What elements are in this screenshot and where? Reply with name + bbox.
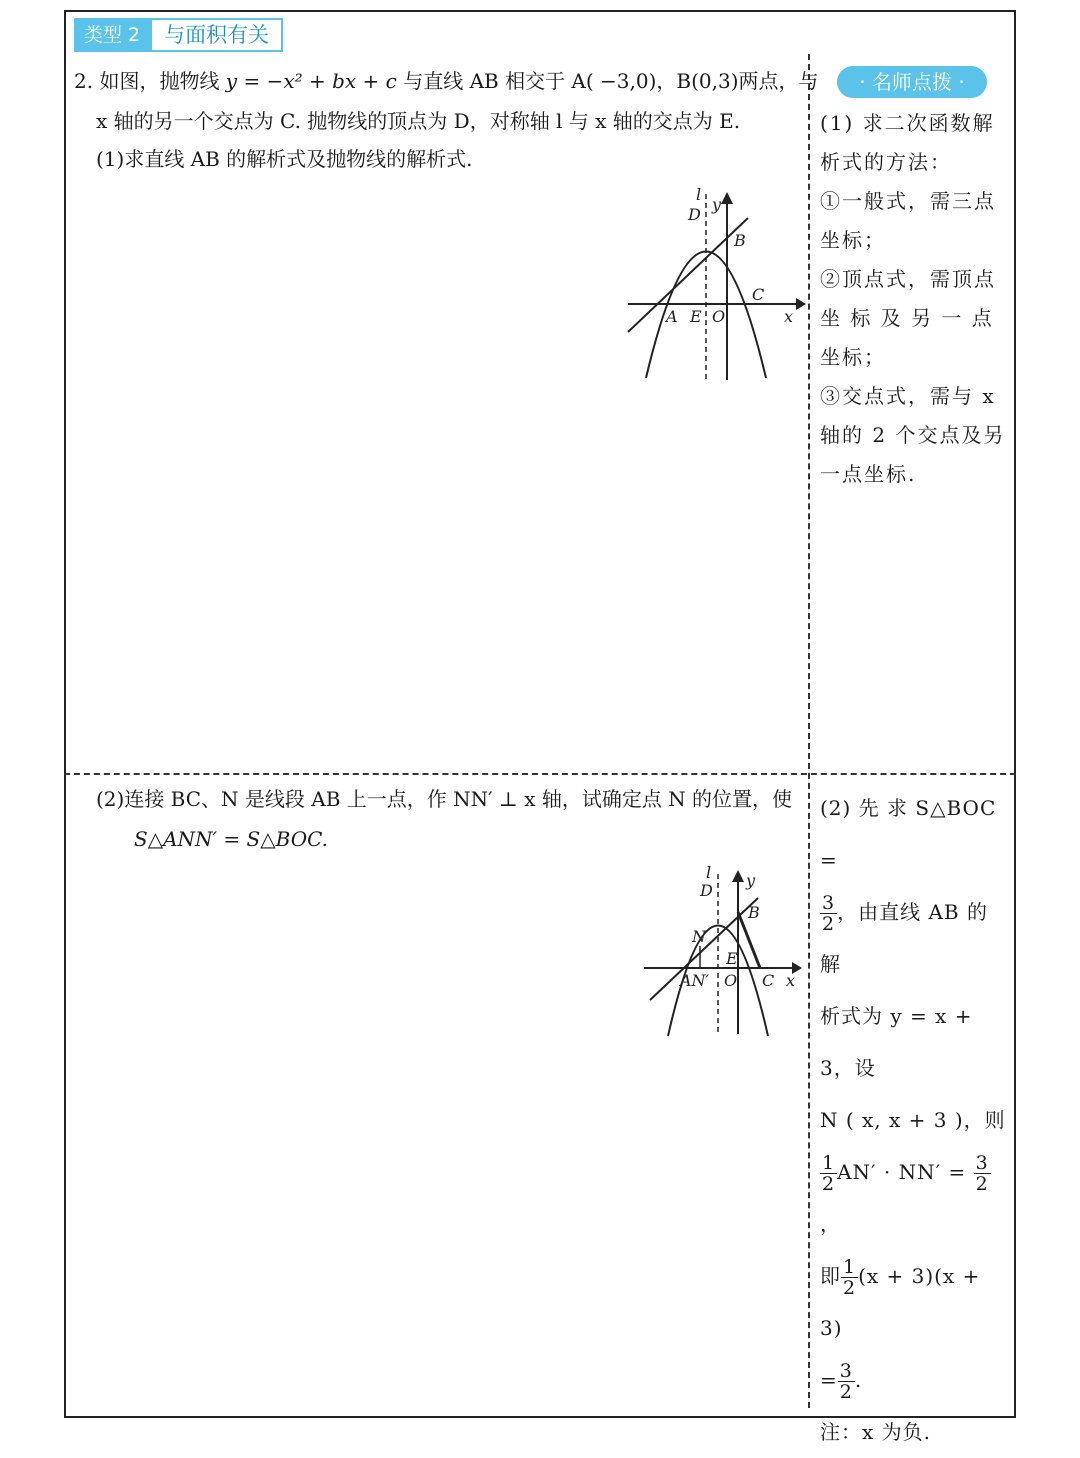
label-x: x (786, 971, 796, 990)
fraction: $\frac{3}{2}$ (822, 892, 836, 935)
label-D: D (700, 881, 713, 900)
tip-line: N ( x, x + 3 )，则 (820, 1108, 1006, 1132)
tip-line: 坐标； (820, 345, 886, 369)
label-O: O (724, 971, 738, 990)
section-divider (64, 773, 1016, 775)
label-y: y (712, 195, 722, 214)
label-l: l (706, 863, 712, 882)
tip-line: (2) 先 求 S△BOC = (820, 796, 997, 872)
tip-line: 注：x 为负. (820, 1420, 931, 1444)
tip-line: 析式为 y = x + 3，设 (820, 1004, 973, 1080)
label-B: B (734, 231, 746, 250)
tip-line: $\frac{1}{2}$ AN′ · NN′ = $\frac{3}{2}$ ， (820, 1152, 989, 1236)
problem-intro: 2. 如图，抛物线 (74, 69, 226, 93)
figure-1-graph (620, 180, 810, 385)
question-1: (1)求直线 AB 的解析式及抛物线的解析式. (96, 147, 473, 171)
tip-line: (1) 求二次函数解 (820, 111, 995, 135)
tip-line: = $\frac{3}{2}$ . (820, 1360, 863, 1403)
tip-line: 坐标； (820, 228, 886, 252)
line-AB (628, 218, 748, 332)
tip-part-2 (820, 782, 1006, 1458)
label-N: N (692, 927, 706, 946)
tip-line: ③交点式，需与 x (820, 384, 996, 408)
tip-line: $\frac{3}{2}$ ，由直线 AB 的解 (820, 892, 988, 976)
tip-line: ②顶点式，需顶点 (820, 267, 996, 291)
tip-line: 析式的方法： (820, 150, 952, 174)
type-name: 与面积有关 (150, 18, 283, 52)
label-C: C (752, 285, 765, 304)
problem-intro-rest: 与直线 AB 相交于 A( −3,0)，B(0,3)两点，与 (396, 69, 819, 93)
parabola-formula: y = −x² + bx + c (225, 69, 397, 93)
fraction: $\frac{1}{2}$ (822, 1152, 836, 1195)
x-axis-arrow (796, 298, 806, 310)
label-E: E (690, 307, 702, 326)
question-2-line-1: (2)连接 BC、N 是线段 AB 上一点，作 NN′ ⊥ x 轴，试确定点 N 的位置，使 (96, 787, 793, 811)
type-tag (74, 18, 283, 52)
problem-line-1 (74, 68, 819, 94)
figure-2-graph (638, 860, 808, 1045)
label-A: A (666, 307, 678, 326)
fraction: $\frac{3}{2}$ (975, 1152, 989, 1195)
label-C: C (762, 971, 775, 990)
fraction: $\frac{1}{2}$ (843, 1256, 857, 1299)
tip-badge: · 名师点拨 · (837, 66, 987, 98)
label-A-N: AN′ (680, 971, 710, 990)
tip-line: 坐 标 及 另 一 点 (820, 306, 994, 330)
label-y: y (746, 871, 756, 890)
problem-line-2: x 轴的另一个交点为 C. 抛物线的顶点为 D，对称轴 l 与 x 轴的交点为 E. (96, 109, 741, 133)
label-E: E (726, 949, 738, 968)
tip-part-1 (820, 104, 1006, 494)
tip-line: 即 $\frac{1}{2}$ (x + 3)(x + 3) (820, 1256, 981, 1340)
y-axis-arrow (732, 870, 744, 882)
label-B: B (748, 903, 760, 922)
label-x: x (784, 307, 794, 326)
question-2-line-2: S△ANN′ = S△BOC. (134, 827, 329, 851)
fraction: $\frac{3}{2}$ (839, 1360, 853, 1403)
label-l: l (696, 185, 702, 204)
tip-line: 一点坐标. (820, 462, 917, 486)
tip-line: 轴的 2 个交点及另 (820, 423, 1006, 447)
type-label: 类型 2 (74, 18, 150, 52)
tip-line: ①一般式，需三点 (820, 189, 996, 213)
y-axis-arrow (721, 192, 733, 204)
label-O: O (712, 307, 726, 326)
label-D: D (688, 205, 701, 224)
